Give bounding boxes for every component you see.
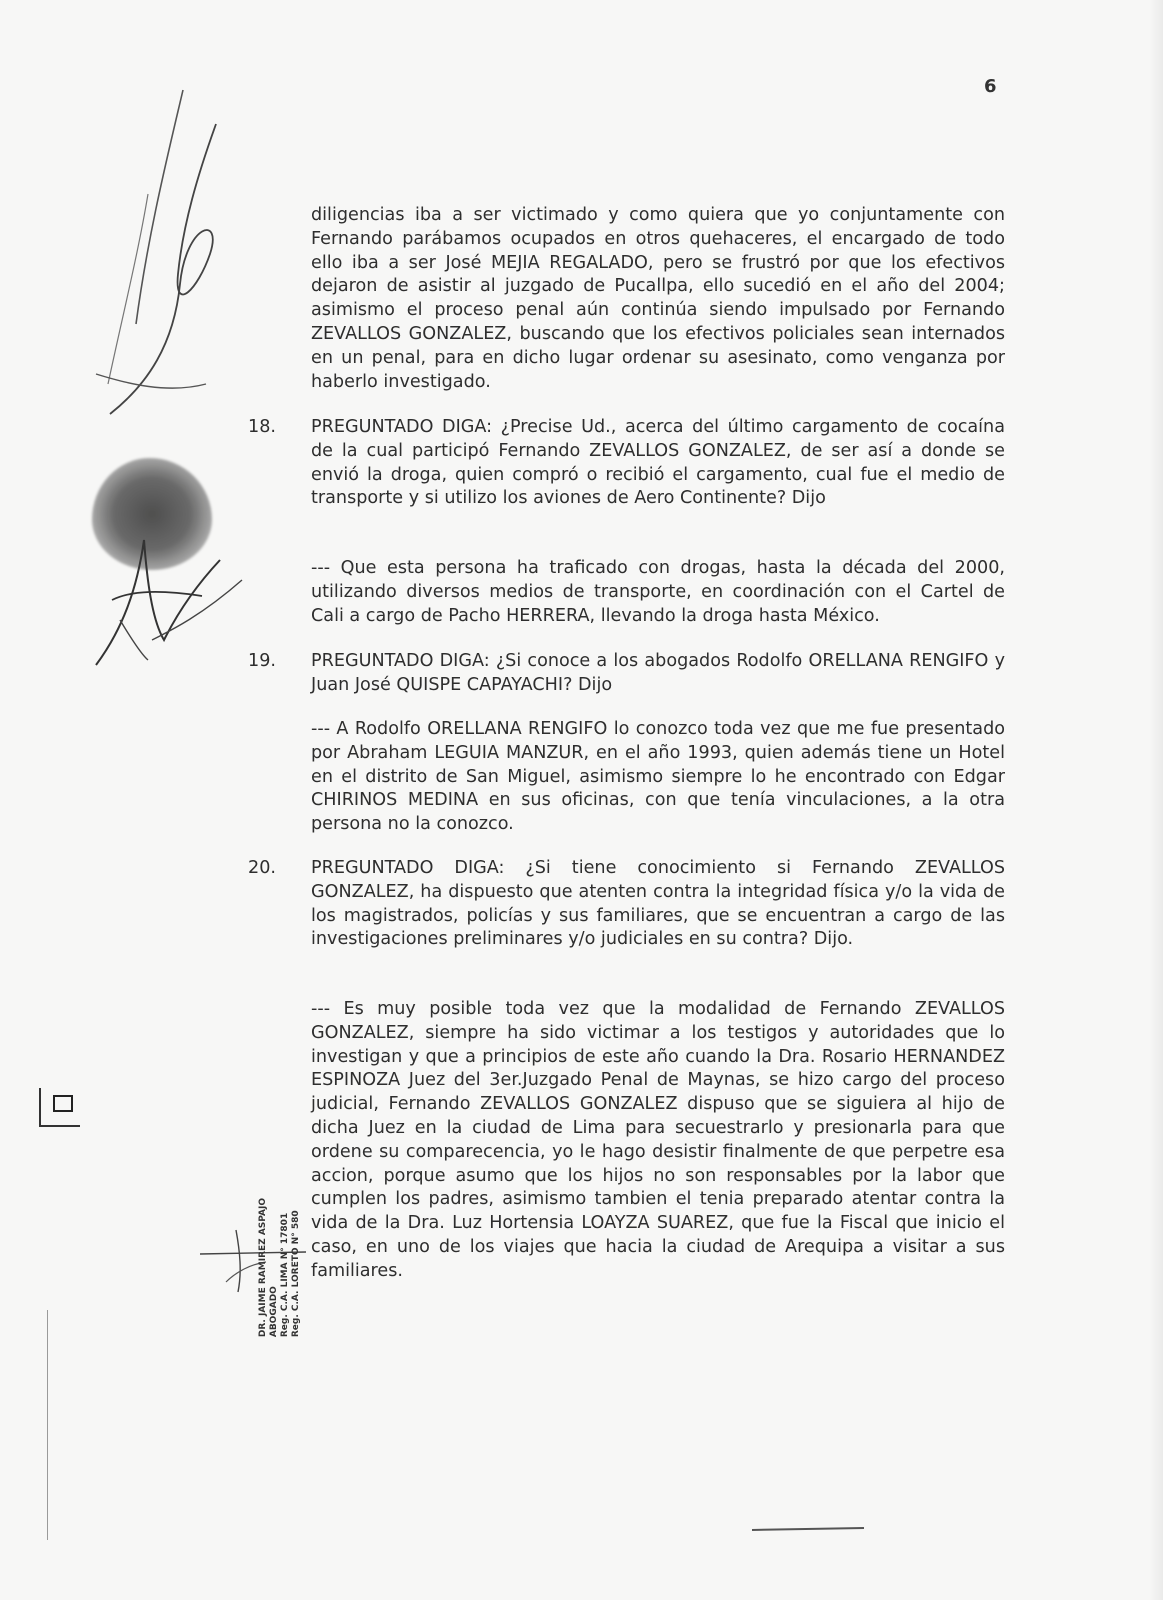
bottom-stroke — [752, 1527, 864, 1531]
stamp-line-4: Reg. C.A. LORETO N° 580 — [291, 1210, 301, 1338]
answer-20: --- Es muy posible toda vez que la modalidad de Fernando ZEVALLOS GONZALEZ, siempre ha sido victimar a los testigos y autoridades que lo investigan y que a principios de este año cuando la Dra. Rosario HERNANDEZ ESPINOZA Juez del 3er.Juzgado Penal de Maynas, se hizo cargo del proceso judicial, Fernando ZEVALLOS GONZALEZ dispuso que se siguiera al hijo de dicha Juez en la ciudad de Lima para secuestrarlo y presionarla para que ordene su comparecencia, yo le hago desistir finalmente de que perpetre esa accion, porque asumo que los hijos no son responsables por la labor que cumplen los padres, asimismo tambien el tenia preparado atentar contra la vida de la Dra. Luz Hortensia LOAYZA SUAREZ, que fue la Fiscal que inicio el caso, en uno de los viajes que hacia la ciudad de Arequipa a visitar a sus familiares. — [311, 999, 1005, 1281]
question-18: PREGUNTADO DIGA: ¿Precise Ud., acerca del último cargamento de cocaína de la cual participó Fernando ZEVALLOS GONZALEZ, de ser así a donde se envió la droga, quien compró o recibió el cargamento, cual fue el medio de transporte y si utilizo los aviones de Aero Continente? Dijo — [311, 417, 1005, 509]
question-number: 19. — [248, 651, 276, 671]
answer-18: --- Que esta persona ha traficado con drogas, hasta la década del 2000, utilizando diversos medios de transporte, en coordinación con el Cartel de Cali a cargo de Pacho HERRERA, llevando la droga hasta México. — [311, 558, 1005, 626]
question-number: 20. — [248, 858, 276, 878]
margin-rule — [47, 1310, 48, 1540]
question-19: PREGUNTADO DIGA: ¿Si conoce a los abogados Rodolfo ORELLANA RENGIFO y Juan José QUISPE CAPAYACHI? Dijo — [311, 651, 1005, 695]
paragraph-continuation: diligencias iba a ser victimado y como quiera que yo conjuntamente con Fernando parábamos ocupados en otros quehaceres, el encargado de todo ello iba a ser José MEJIA REGALADO, pero se frustró por que los efectivos dejaron de asistir al juzgado de Pucallpa, ello sucedió en el año del 2004; asimismo el proceso penal aún continúa siendo impulsado por Fernando ZEVALLOS GONZALEZ, buscando que los efectivos policiales sean internados en un penal, para en dicho lugar ordenar su asesinato, como venganza por haberlo investigado. — [311, 205, 1005, 392]
page-edge-shadow — [1149, 0, 1163, 1600]
stamp-line-2: ABOGADO — [269, 1286, 279, 1338]
page-number: 6 — [984, 76, 997, 97]
question-20: PREGUNTADO DIGA: ¿Si tiene conocimiento si Fernando ZEVALLOS GONZALEZ, ha dispuesto que atenten contra la integridad física y/o la vida de los magistrados, policías y sus familiares, que se encuentran a cargo de las investigaciones preliminares y/o judiciales en su contra? Dijo. — [311, 858, 1005, 950]
lawyer-stamp — [258, 1198, 310, 1348]
checkbox-icon — [38, 1082, 82, 1128]
stamp-line-3: Reg. C.A. LIMA N° 17801 — [280, 1212, 290, 1338]
stamp-line-1: DR. JAIME RAMIREZ ASPAJO — [258, 1198, 268, 1338]
margin-signature-icon — [88, 84, 238, 424]
answer-19: --- A Rodolfo ORELLANA RENGIFO lo conozco toda vez que me fue presentado por Abraham LEGUIA MANZUR, en el año 1993, quien además tiene un Hotel en el distrito de San Miguel, asimismo siempre lo he encontrado con Edgar CHIRINOS MEDINA en sus oficinas, con que tenía vinculaciones, a la otra persona no la conozco. — [311, 719, 1005, 835]
question-number: 18. — [248, 417, 276, 437]
initials-signature-icon — [92, 520, 252, 670]
